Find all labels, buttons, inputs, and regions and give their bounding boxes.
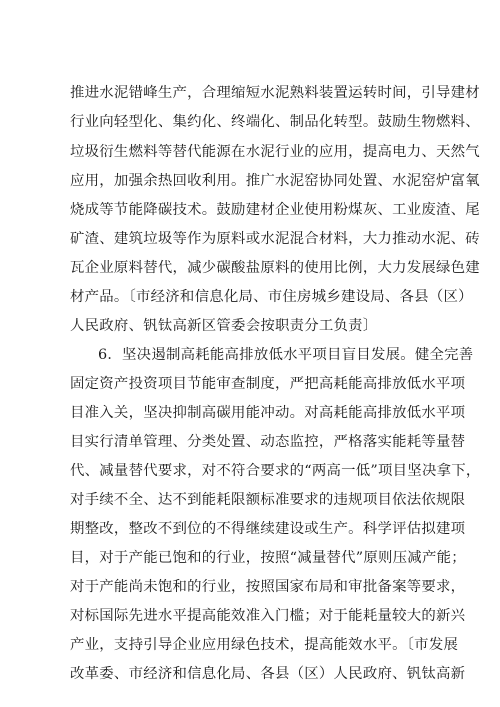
body-text-line: 对于产能尚未饱和的行业，按照国家布局和审批备案等要求，	[70, 579, 466, 595]
body-text-line: 材产品。〔市经济和信息化局、市住房城乡建设局、各县（区）	[70, 289, 473, 305]
body-text-line: 瓦企业原料替代，减少碳酸盐原料的使用比例，大力发展绿色建	[70, 260, 480, 276]
body-text-line: 改革委、市经济和信息化局、各县（区）人民政府、钒钛高新	[70, 666, 466, 682]
body-text-line: 期整改，整改不到位的不得继续建设或生产。科学评估拟建项	[70, 521, 466, 537]
body-text-line: 固定资产投资项目节能审查制度，严把高耗能高排放低水平项	[70, 376, 466, 392]
body-text-line: 烧成等节能降碳技术。鼓励建材企业使用粉煤灰、工业废渣、尾	[70, 202, 480, 218]
body-text-line: 产业，支持引导企业应用绿色技术，提高能效水平。〔市发展	[70, 637, 459, 653]
body-text-line: 垃圾衍生燃料等替代能源在水泥行业的应用，提高电力、天然气	[70, 144, 480, 160]
body-text-line: 行业向轻型化、集约化、终端化、制品化转型。鼓励生物燃料、	[70, 114, 480, 130]
body-text-line: 目实行清单管理、分类处置、动态监控，严格落实能耗等量替	[70, 434, 466, 450]
body-text-line: 人民政府、钒钛高新区管委会按职责分工负责〕	[70, 318, 378, 334]
body-text-line: 应用，加强余热回收利用。推广水泥窑协同处置、水泥窑炉富氧	[70, 173, 480, 189]
body-text-line: 目准入关，坚决抑制高碳用能冲动。对高耗能高排放低水平项	[70, 405, 466, 421]
body-text-line: 矿渣、建筑垃圾等作为原料或水泥混合材料，大力推动水泥、砖	[70, 231, 480, 247]
body-text-line: 对手续不全、达不到能耗限额标准要求的违规项目依法依规限	[70, 492, 466, 508]
body-text-line: 代、减量替代要求，对不符合要求的“两高一低”项目坚决拿下，	[70, 463, 481, 479]
body-text-line: 对标国际先进水平提高能效准入门槛；对于能耗量较大的新兴	[70, 608, 466, 624]
body-text-line: 目，对于产能已饱和的行业，按照“减量替代”原则压减产能；	[70, 550, 466, 566]
body-text-line: 推进水泥错峰生产，合理缩短水泥熟料装置运转时间，引导建材	[70, 85, 480, 101]
section-heading-line: 6．坚决遏制高耗能高排放低水平项目盲目发展。健全完善	[98, 347, 474, 363]
